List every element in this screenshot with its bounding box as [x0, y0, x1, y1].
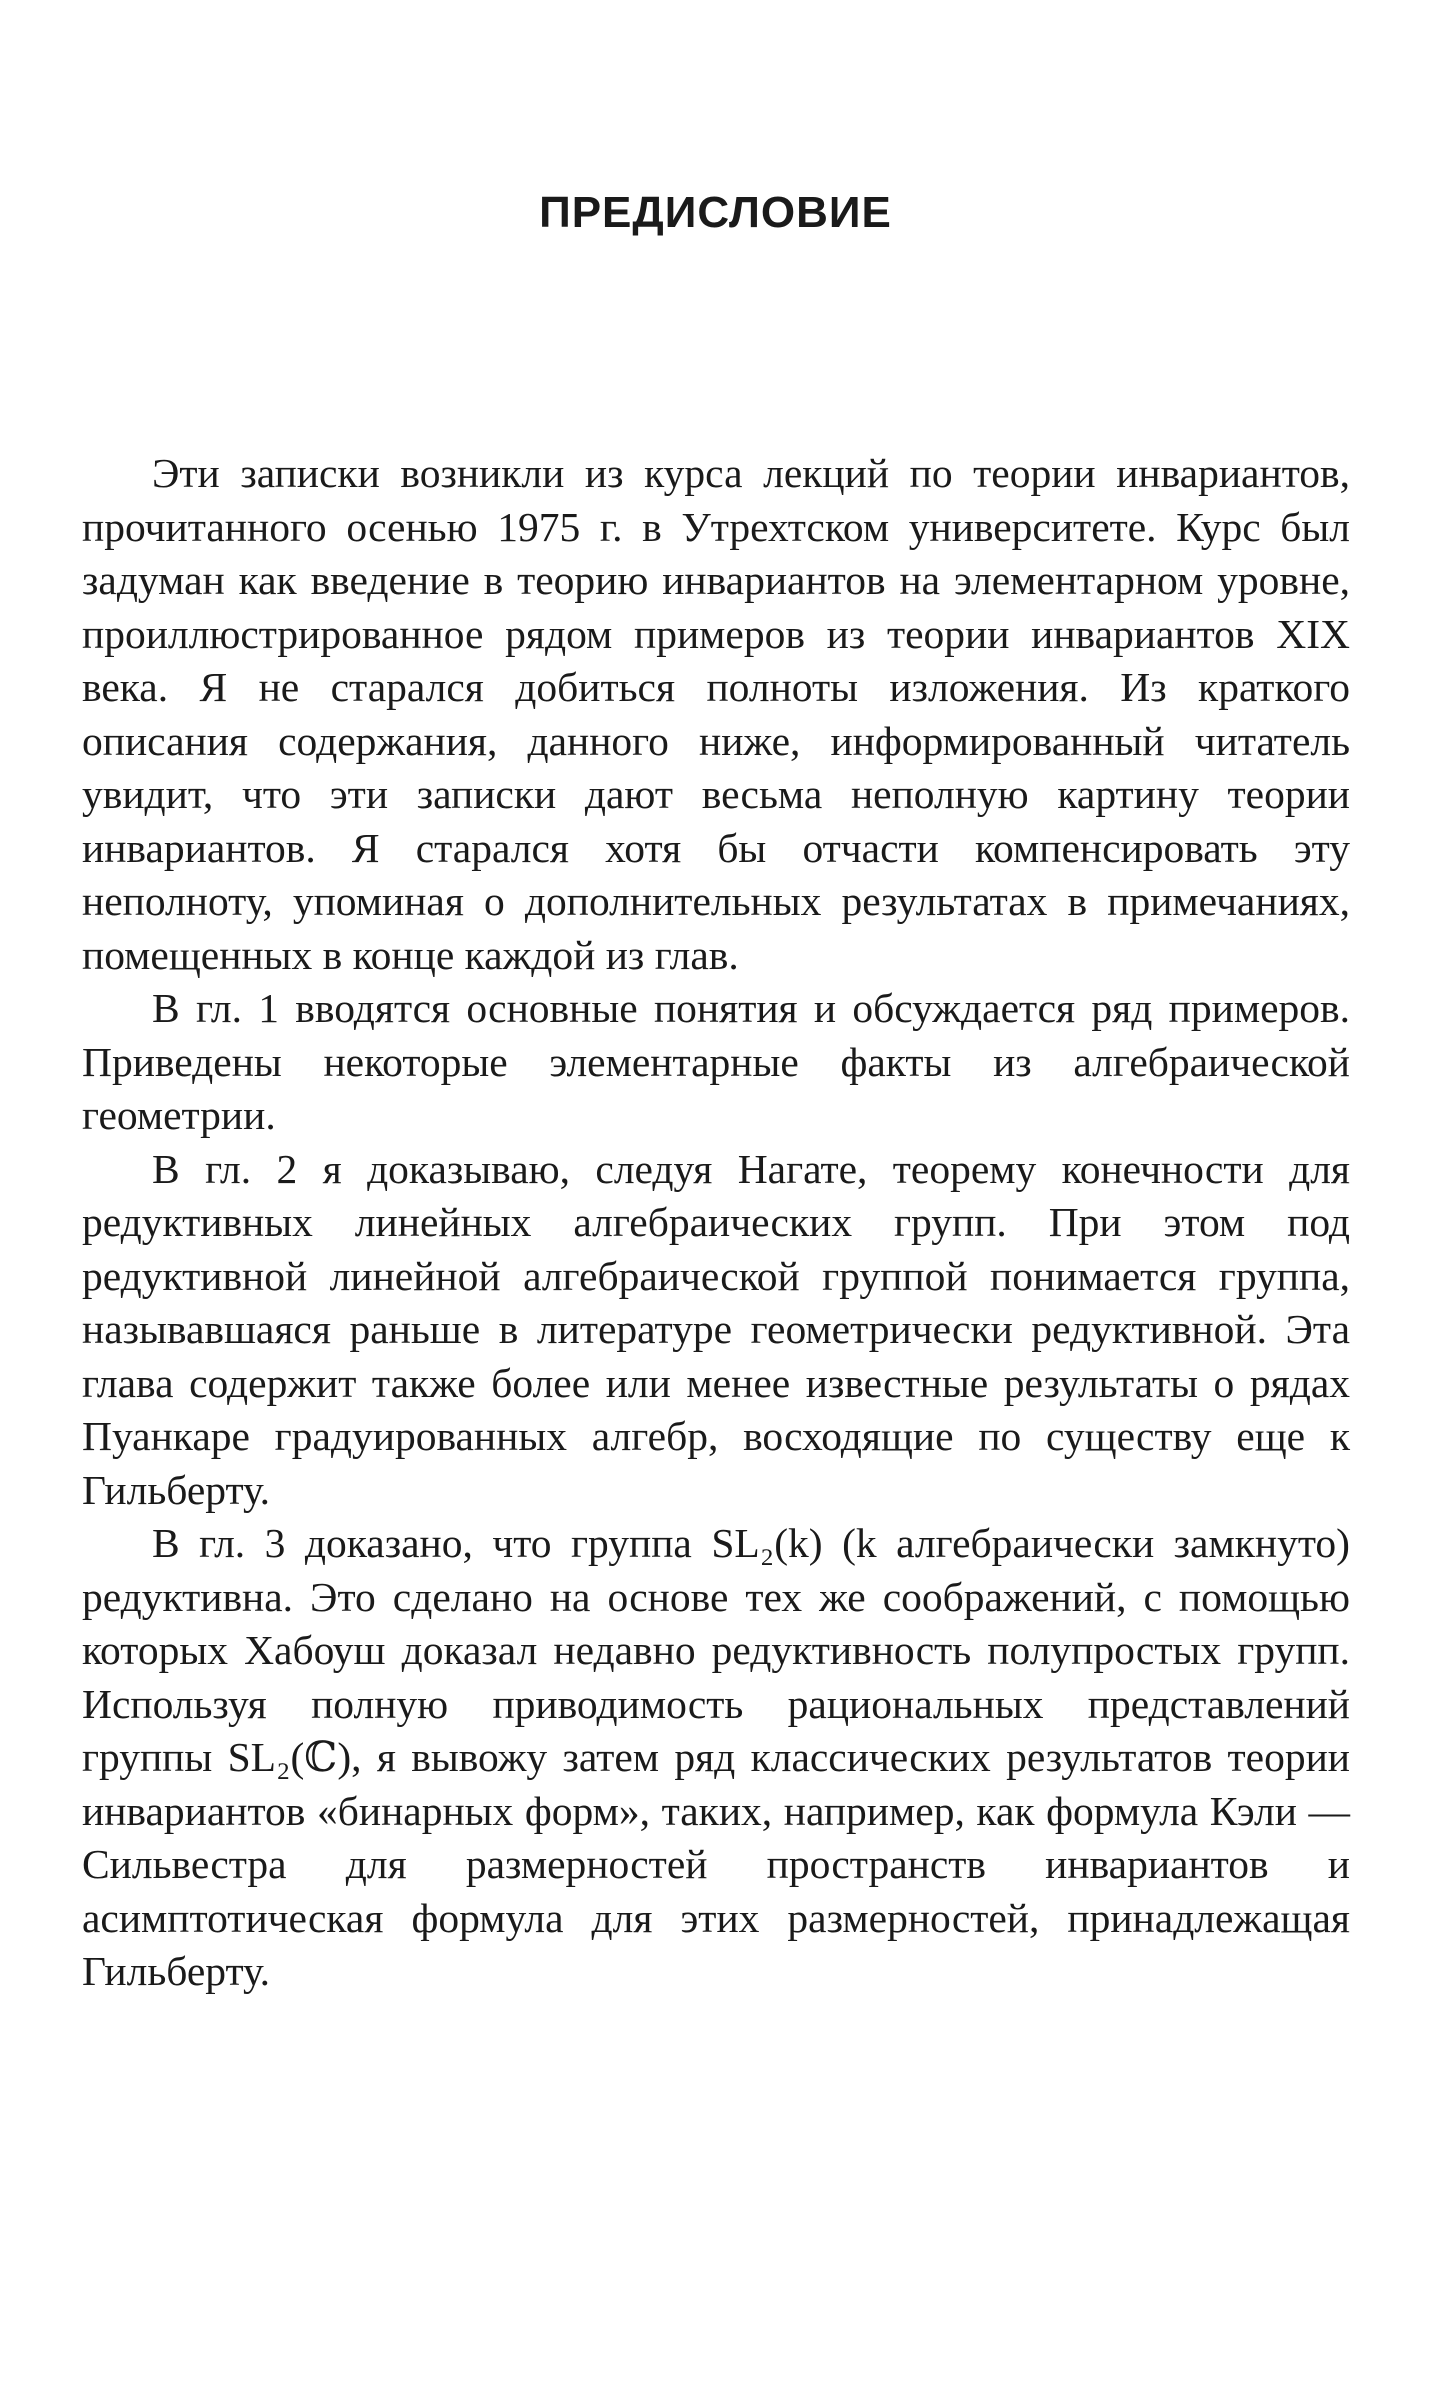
paragraph-chapter-1: В гл. 1 вводятся основные понятия и обсуждается ряд примеров. Приведены некоторые элементарные факты из алгебраической геометрии.: [82, 985, 1350, 1138]
paragraph-chapter-2: В гл. 2 я доказываю, следуя Нагате, теорему конечности для редуктивных линейных алгебраических групп. При этом под редуктивной линейной алгебраической группой понимается группа, называвшаяся раньше в литературе геометрически редуктивной. Эта глава содержит также более или менее известные результаты о рядах Пуанкаре градуированных алгебр, восходящие по существу еще к Гильберту.: [82, 1145, 1350, 1513]
paragraph-chapter-3: В гл. 3 доказано, что группа SL₂(k) (k алгебраически замкнуто) редуктивна. Это сделано на основе тех же соображений, с помощью которых Хабоуш доказал недавно редуктивность полупростых групп. Используя полную приводимость рациональных представлений группы SL₂(ℂ), я вывожу затем ряд классических результатов теории инвариантов «бинарных форм», таких, например, как формула Кэли — Сильвестра для размерностей пространств инвариантов и асимптотическая формула для этих размерностей, принадлежащая Гильберту.: [82, 1520, 1350, 1994]
paragraph-intro: Эти записки возникли из курса лекций по теории инвариантов, прочитанного осенью 1975 г. в Утрехтском университете. Курс был задуман как введение в теорию инвариантов на элементарном уровне, проиллюстрированное рядом примеров из теории инвариантов XIX века. Я не старался добиться полноты изложения. Из краткого описания содержания, данного ниже, информированный читатель увидит, что эти записки дают весьма неполную картину теории инвариантов. Я старался хотя бы отчасти компенсировать эту неполноту, упоминая о дополнительных результатах в примечаниях, помещенных в конце каждой из глав.: [82, 450, 1350, 978]
preface-body: [82, 447, 1350, 1999]
page-title: ПРЕДИСЛОВИЕ: [539, 188, 892, 237]
